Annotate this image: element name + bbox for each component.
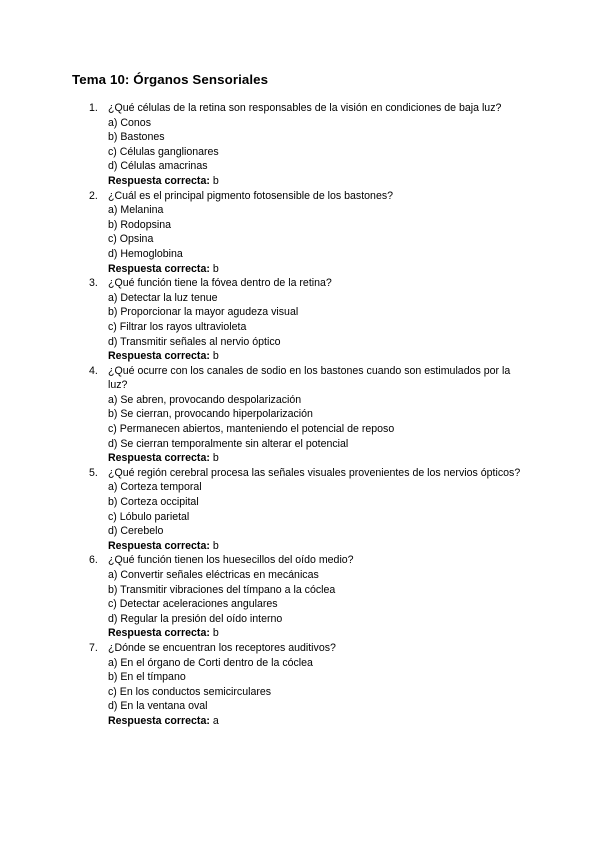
option-b: b) Corteza occipital bbox=[108, 496, 199, 509]
question-text: ¿Qué región cerebral procesa las señales visuales provenientes de los nervios ópticos? bbox=[108, 466, 521, 479]
question-number: 5. bbox=[89, 466, 98, 479]
question-number: 7. bbox=[89, 641, 98, 654]
question-item bbox=[0, 101, 600, 189]
option-a: a) En el órgano de Corti dentro de la cóclea bbox=[108, 656, 313, 669]
answer-label: Respuesta correcta: bbox=[108, 262, 210, 275]
page-title: Tema 10: Órganos Sensoriales bbox=[72, 72, 269, 87]
question-item bbox=[0, 276, 600, 364]
option-d: d) En la ventana oval bbox=[108, 700, 208, 713]
option-d: d) Hemoglobina bbox=[108, 247, 183, 260]
question-body bbox=[108, 364, 528, 466]
option-a: a) Detectar la luz tenue bbox=[108, 291, 218, 304]
answer-label: Respuesta correcta: bbox=[108, 452, 210, 465]
option-a: a) Convertir señales eléctricas en mecánicas bbox=[108, 569, 319, 581]
question-number: 1. bbox=[89, 102, 98, 114]
option-c: c) Permanecen abiertos, manteniendo el potencial de reposo bbox=[108, 423, 395, 436]
option-d: d) Cerebelo bbox=[108, 525, 164, 538]
answer-label: Respuesta correcta: bbox=[108, 174, 210, 187]
answer-value: b bbox=[212, 627, 219, 640]
answer-label: Respuesta correcta: bbox=[108, 714, 210, 727]
correct-answer bbox=[108, 262, 528, 277]
question-body bbox=[108, 466, 528, 554]
question-body bbox=[108, 553, 528, 641]
answer-value: b bbox=[212, 174, 219, 187]
option-b: b) Rodopsina bbox=[108, 218, 172, 231]
option-b: b) Bastones bbox=[108, 131, 165, 144]
option-a: a) Corteza temporal bbox=[108, 481, 202, 494]
question-body bbox=[108, 641, 528, 729]
question-text: ¿Qué función tienen los huesecillos del oído medio? bbox=[108, 554, 354, 567]
question-text: ¿Qué función tiene la fóvea dentro de la retina? bbox=[108, 277, 332, 290]
answer-label: Respuesta correcta: bbox=[108, 350, 210, 363]
question-text: ¿Qué células de la retina son responsables de la visión en condiciones de baja luz? bbox=[108, 102, 502, 114]
option-b: b) Se cierran, provocando hiperpolarización bbox=[108, 408, 313, 421]
option-d: d) Regular la presión del oído interno bbox=[108, 612, 283, 625]
option-c: c) Opsina bbox=[108, 233, 154, 246]
question-item bbox=[0, 553, 600, 641]
answer-value: b bbox=[212, 262, 219, 275]
question-number: 6. bbox=[89, 554, 98, 567]
option-b: b) Transmitir vibraciones del tímpano a la cóclea bbox=[108, 583, 336, 596]
option-b: b) Proporcionar la mayor agudeza visual bbox=[108, 306, 299, 319]
option-a: a) Conos bbox=[108, 116, 151, 129]
option-c: c) Detectar aceleraciones angulares bbox=[108, 598, 278, 611]
question-list bbox=[0, 101, 600, 729]
correct-answer bbox=[108, 714, 528, 729]
option-c: c) Células ganglionares bbox=[108, 145, 219, 158]
question-body bbox=[108, 101, 528, 189]
answer-value: b bbox=[212, 539, 219, 552]
correct-answer bbox=[108, 349, 528, 364]
correct-answer bbox=[108, 451, 528, 466]
answer-value: a bbox=[212, 714, 219, 727]
question-text: ¿Cuál es el principal pigmento fotosensible de los bastones? bbox=[108, 189, 394, 202]
question-item bbox=[0, 466, 600, 554]
answer-label: Respuesta correcta: bbox=[108, 627, 210, 640]
answer-label: Respuesta correcta: bbox=[108, 539, 210, 552]
question-number: 4. bbox=[89, 364, 98, 377]
option-d: d) Células amacrinas bbox=[108, 160, 208, 173]
option-c: c) En los conductos semicirculares bbox=[108, 685, 272, 698]
question-text: ¿Qué ocurre con los canales de sodio en los bastones cuando son estimulados por la luz? bbox=[108, 364, 511, 392]
option-c: c) Filtrar los rayos ultravioleta bbox=[108, 320, 247, 333]
question-body bbox=[108, 189, 528, 277]
answer-value: b bbox=[212, 452, 219, 465]
question-item bbox=[0, 189, 600, 277]
question-number: 3. bbox=[89, 277, 98, 290]
answer-value: b bbox=[212, 350, 219, 363]
option-b: b) En el tímpano bbox=[108, 671, 186, 684]
option-d: d) Se cierran temporalmente sin alterar el potencial bbox=[108, 437, 349, 450]
question-number: 2. bbox=[89, 189, 98, 202]
option-c: c) Lóbulo parietal bbox=[108, 510, 190, 523]
correct-answer bbox=[108, 539, 528, 554]
question-item bbox=[0, 364, 600, 466]
question-item bbox=[0, 641, 600, 729]
question-body bbox=[108, 276, 528, 364]
option-d: d) Transmitir señales al nervio óptico bbox=[108, 335, 281, 348]
option-a: a) Melanina bbox=[108, 204, 164, 217]
correct-answer bbox=[108, 174, 528, 189]
option-a: a) Se abren, provocando despolarización bbox=[108, 393, 302, 406]
correct-answer bbox=[108, 626, 528, 641]
question-text: ¿Dónde se encuentran los receptores auditivos? bbox=[108, 641, 336, 654]
